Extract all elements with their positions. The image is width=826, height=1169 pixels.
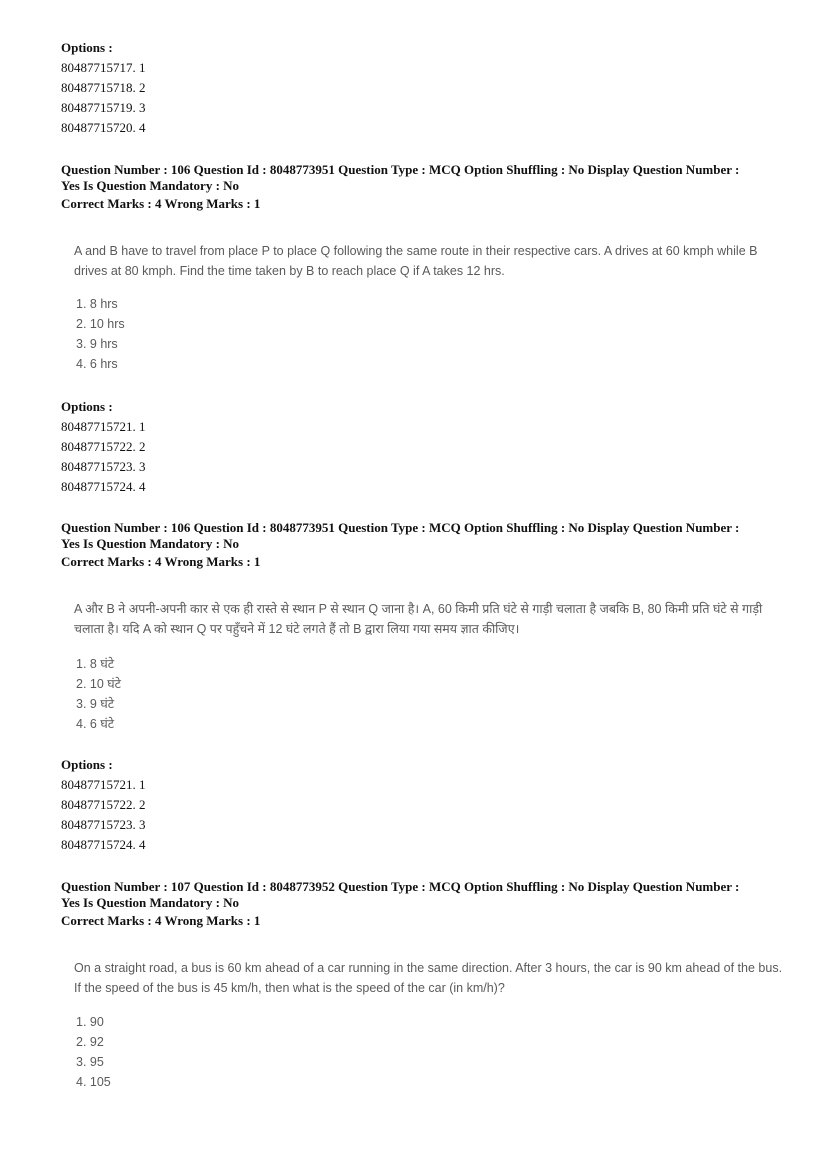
option-id: 80487715724. 4: [61, 479, 146, 494]
answer-choice: 4. 6 घंटे: [76, 717, 115, 731]
option-id: 80487715719. 3: [61, 100, 146, 115]
option-id: 80487715723. 3: [61, 459, 146, 474]
answer-choice: 1. 8 hrs: [76, 297, 118, 311]
question-marks: Correct Marks : 4 Wrong Marks : 1: [61, 554, 261, 569]
question-meta-line: Yes Is Question Mandatory : No: [61, 177, 240, 193]
option-id: 80487715717. 1: [61, 60, 146, 75]
option-id: 80487715718. 2: [61, 80, 146, 95]
question-text: A और B ने अपनी-अपनी कार से एक ही रास्ते से स्थान P से स्थान Q जाना है। A, 60 किमी प्रति घंटे से गाड़ी चलाता है जबकि B, 80 किमी प्रति घंटे से गाड़ी चलाता है। यदि A को स्थान Q पर पहुँचने में 12 घंटे लगते हैं तो B द्वारा लिया गया समय ज्ञात कीजिए।: [74, 602, 763, 636]
option-id: 80487715724. 4: [61, 837, 146, 852]
question-meta: [61, 520, 781, 570]
question-meta-line: Yes Is Question Mandatory : No: [61, 894, 240, 910]
option-id: 80487715722. 2: [61, 439, 146, 454]
answer-choice: 4. 105: [76, 1075, 111, 1089]
question-text: On a straight road, a bus is 60 km ahead of a car running in the same direction. After 3 hours, the car is 90 km ahead of the bus. If the speed of the bus is 45 km/h, then what is the speed of the car (in km/h)?: [74, 961, 783, 995]
options-heading: Options :: [61, 757, 113, 772]
option-id: 80487715720. 4: [61, 120, 146, 135]
question-meta-line: Question Number : 106 Question Id : 8048773951 Question Type : MCQ Option Shuffling : No Display Question Number :: [61, 520, 740, 535]
question-meta-line: Question Number : 106 Question Id : 8048773951 Question Type : MCQ Option Shuffling : No Display Question Number :: [61, 162, 740, 177]
question-meta: [61, 879, 781, 929]
answer-choice: 4. 6 hrs: [76, 357, 118, 371]
options-heading: Options :: [61, 40, 113, 55]
answer-choice: 3. 9 hrs: [76, 337, 118, 351]
answer-choice: 2. 92: [76, 1035, 104, 1049]
question-marks: Correct Marks : 4 Wrong Marks : 1: [61, 196, 261, 211]
answer-choice: 3. 9 घंटे: [76, 697, 115, 711]
question-meta-line: Yes Is Question Mandatory : No: [61, 535, 240, 551]
answer-choice: 1. 8 घंटे: [76, 657, 115, 671]
options-heading: Options :: [61, 399, 113, 414]
question-meta-line: Question Number : 107 Question Id : 8048773952 Question Type : MCQ Option Shuffling : No Display Question Number :: [61, 879, 740, 894]
answer-choice: 2. 10 घंटे: [76, 677, 121, 691]
option-id: 80487715722. 2: [61, 797, 146, 812]
option-id: 80487715723. 3: [61, 817, 146, 832]
answer-choice: 2. 10 hrs: [76, 317, 125, 331]
question-text: A and B have to travel from place P to place Q following the same route in their respective cars. A drives at 60 kmph while B drives at 80 kmph. Find the time taken by B to reach place Q if A takes 12 hrs.: [74, 244, 758, 278]
question-marks: Correct Marks : 4 Wrong Marks : 1: [61, 913, 261, 928]
option-id: 80487715721. 1: [61, 419, 146, 434]
answer-choice: 1. 90: [76, 1015, 104, 1029]
question-meta: [61, 162, 781, 212]
answer-choice: 3. 95: [76, 1055, 104, 1069]
option-id: 80487715721. 1: [61, 777, 146, 792]
